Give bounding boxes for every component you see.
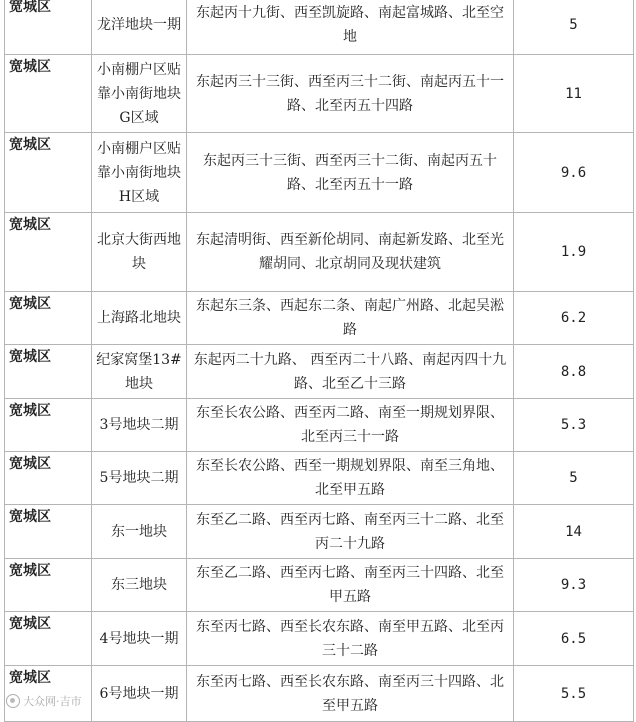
area-cell: 9.3 <box>514 559 634 612</box>
district-cell: 宽城区 <box>5 399 92 452</box>
watermark-logo-icon <box>6 694 20 708</box>
district-cell: 宽城区 <box>5 292 92 345</box>
area-cell: 5 <box>514 452 634 505</box>
plot-name-cell: 龙洋地块一期 <box>92 0 187 55</box>
district-cell: 宽城区 <box>5 0 92 55</box>
area-cell: 5.5 <box>514 666 634 722</box>
scope-cell: 东至长农公路、西至一期规划界限、南至三角地、北至甲五路 <box>187 452 514 505</box>
scope-cell: 东起丙三十三街、西至丙三十二街、南起丙五十路、北至丙五十一路 <box>187 133 514 213</box>
watermark-text: 大众网·吉市 <box>23 695 82 708</box>
table-row <box>5 505 634 559</box>
area-cell: 6.2 <box>514 292 634 345</box>
area-cell: 5 <box>514 0 634 55</box>
plot-name-cell: 纪家窝堡13#地块 <box>92 345 187 399</box>
district-cell: 宽城区 <box>5 55 92 133</box>
table-row <box>5 559 634 612</box>
table-row <box>5 452 634 505</box>
scope-cell: 东至丙七路、西至长农东路、南至甲五路、北至丙三十二路 <box>187 612 514 666</box>
scope-cell: 东至丙七路、西至长农东路、南至丙三十四路、北至甲五路 <box>187 666 514 722</box>
district-cell: 宽城区 <box>5 345 92 399</box>
district-cell: 宽城区 <box>5 559 92 612</box>
area-cell: 11 <box>514 55 634 133</box>
plot-name-cell: 东一地块 <box>92 505 187 559</box>
plot-name-cell: 北京大街西地块 <box>92 213 187 292</box>
area-cell: 6.5 <box>514 612 634 666</box>
area-cell: 5.3 <box>514 399 634 452</box>
area-cell: 1.9 <box>514 213 634 292</box>
scope-cell: 东起东三条、西起东二条、南起广州路、北起吴淞路 <box>187 292 514 345</box>
table-row <box>5 292 634 345</box>
district-cell: 宽城区 <box>5 452 92 505</box>
district-cell: 宽城区 <box>5 133 92 213</box>
district-cell: 宽城区 <box>5 213 92 292</box>
scope-cell: 东起清明街、西至新伦胡同、南起新发路、北至光耀胡同、北京胡同及现状建筑 <box>187 213 514 292</box>
scope-cell: 东至乙二路、西至丙七路、南至丙三十二路、北至丙二十九路 <box>187 505 514 559</box>
scope-cell: 东起丙三十三街、西至丙三十二街、南起丙五十一路、北至丙五十四路 <box>187 55 514 133</box>
table-row <box>5 399 634 452</box>
plot-name-cell: 东三地块 <box>92 559 187 612</box>
plot-name-cell: 小南棚户区贴靠小南街地块H区域 <box>92 133 187 213</box>
table-row <box>5 0 634 55</box>
scope-cell: 东起丙二十九路、 西至丙二十八路、南起丙四十九路、北至乙十三路 <box>187 345 514 399</box>
district-cell: 宽城区 <box>5 612 92 666</box>
table-row <box>5 55 634 133</box>
table-row <box>5 213 634 292</box>
land-table <box>4 0 634 722</box>
area-cell: 9.6 <box>514 133 634 213</box>
district-cell: 宽城区 <box>5 505 92 559</box>
scope-cell: 东起丙十九街、西至凯旋路、南起富城路、北至空地 <box>187 0 514 55</box>
plot-name-cell: 5号地块二期 <box>92 452 187 505</box>
table-row <box>5 612 634 666</box>
area-cell: 14 <box>514 505 634 559</box>
scope-cell: 东至长农公路、西至丙二路、南至一期规划界限、北至丙三十一路 <box>187 399 514 452</box>
plot-name-cell: 小南棚户区贴靠小南街地块G区域 <box>92 55 187 133</box>
table-row <box>5 345 634 399</box>
plot-name-cell: 4号地块一期 <box>92 612 187 666</box>
table-row <box>5 133 634 213</box>
area-cell: 8.8 <box>514 345 634 399</box>
scope-cell: 东至乙二路、西至丙七路、南至丙三十四路、北至甲五路 <box>187 559 514 612</box>
plot-name-cell: 上海路北地块 <box>92 292 187 345</box>
table-row <box>5 666 634 722</box>
plot-name-cell: 6号地块一期 <box>92 666 187 722</box>
plot-name-cell: 3号地块二期 <box>92 399 187 452</box>
district-cell: 宽城区 <box>5 666 92 722</box>
watermark <box>6 693 82 709</box>
